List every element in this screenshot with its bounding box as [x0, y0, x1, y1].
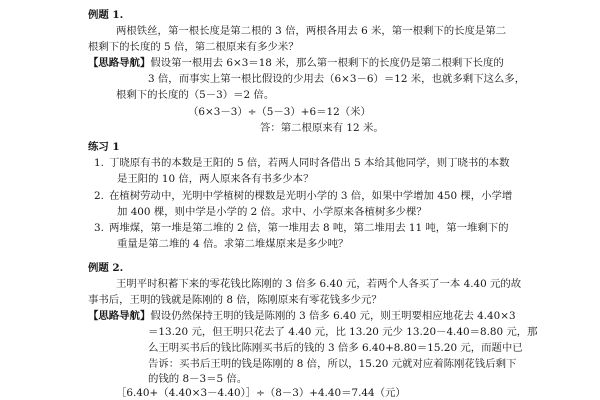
- practice-item-3-line-2: 重量是第二堆的 4 倍。求第二堆煤原来是多少吨？: [117, 238, 349, 250]
- example1-problem-line-2: 根剩下的长度的 5 倍，第二根原来有多少米？: [88, 41, 299, 53]
- example1-title: 例题 1.: [88, 9, 124, 21]
- example2-guide-line-5: 的钱的 8－3＝5 倍。: [148, 373, 248, 385]
- example1-answer: 答：第二根原来有 12 米。: [260, 122, 384, 134]
- example1-guide-line-2: 3 倍，而事实上第一根比假设的少用去（6×3－6）＝12 米，也就多剩下这么多，: [148, 73, 526, 85]
- example2-guide-line-1: 【思路导航】假设仍然保持王明的钱是陈刚的 3 倍多 6.40 元，则王明要相应地花去 4.40×3: [88, 310, 516, 322]
- example2-problem-line-1: 王明平时积蓄下来的零花钱比陈刚的 3 倍多 6.40 元，若两个人各买了一本 4.40 元的故: [116, 278, 522, 290]
- example2-problem-line-2: 事书后，王明的钱就是陈刚的 8 倍，陈刚原来有零花钱多少元？: [88, 294, 382, 306]
- example2-guide-line-4: 告诉：买书后王明的钱是陈刚的 8 倍，所以，15.20 元就对应着陈刚花钱后剩下: [148, 358, 517, 370]
- example1-guide-line-1: 【思路导航】假设第一根用去 6×3＝18 米，那么第一根剩下的长度仍是第二根剩下长度的: [88, 57, 504, 69]
- example1-guide-line-3: 根剩下的长度的（5－3）＝2 倍。: [116, 89, 275, 101]
- example1-guide-label: 【思路导航】: [88, 57, 151, 69]
- example1-problem-line-1: 两根铁丝，第一根长度是第二根的 3 倍，两根各用去 6 米，第一根剩下的长度是第二: [116, 25, 507, 37]
- example2-formula: ［6.40+（4.40×3－4.40）］÷（8－3）+4.40＝7.44（元）: [116, 387, 406, 399]
- practice-item-2: 2. 在植树劳动中，光明中学植树的棵数是光明小学的 3 倍，如果中学增加 450 棵，小学增: [94, 190, 513, 202]
- example1-formula: （6×3－3）÷（5－3）+6＝12（米）: [188, 106, 371, 118]
- example2-guide-line-2: ＝13.20 元，但王明只花去了 4.40 元，比 13.20 元少 13.20－4.40＝8.80 元，那: [148, 326, 538, 338]
- practice-item-1-line-2: 是王阳的 10 倍，两人原来各有书多少本？: [117, 173, 314, 185]
- practice1-title: 练习 1: [88, 141, 120, 153]
- practice-item-3: 3. 两堆煤，第一堆是第二堆的 2 倍，第一堆用去 8 吨，第二堆用去 11 吨，第一堆剩下的: [94, 222, 509, 234]
- example2-title: 例题 2.: [88, 262, 124, 274]
- example2-guide-label: 【思路导航】: [88, 310, 151, 322]
- example2-guide-line-3: 么王明买书后的钱比陈刚买书后的钱的 3 倍多 6.40+8.80＝15.20 元，而题中已: [148, 342, 523, 354]
- practice-item-1: 1. 丁晓原有书的本数是王阳的 5 倍，若两人同时各借出 5 本给其他同学，则丁晓书的本数: [94, 157, 510, 169]
- practice-item-2-line-2: 加 400 棵，则中学是小学的 2 倍。求中、小学原来各植树多少棵？: [117, 206, 427, 218]
